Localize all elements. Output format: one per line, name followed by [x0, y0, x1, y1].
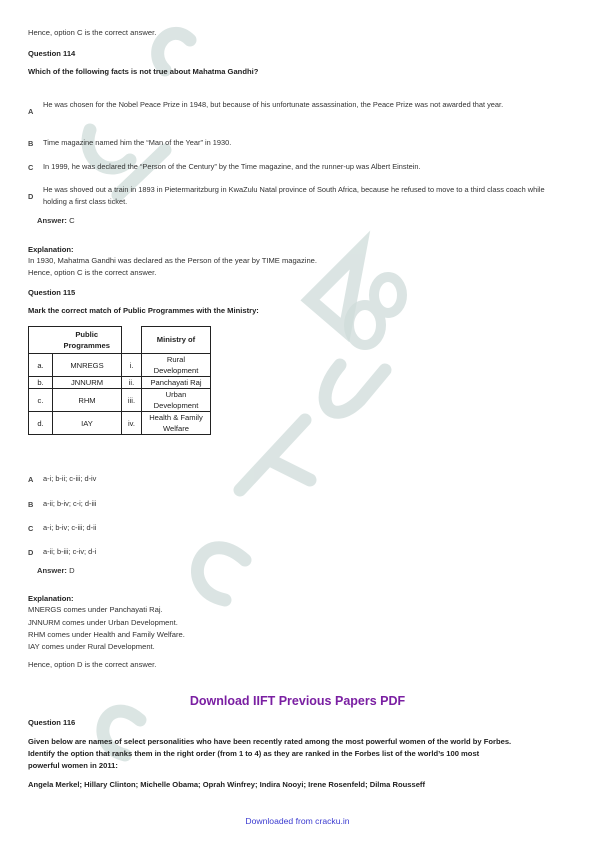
q114-explanation-line-2: Hence, option C is the correct answer. [28, 268, 157, 277]
watermark-glyph-a [310, 250, 360, 330]
q114-option-c-letter: C [28, 163, 34, 172]
q116-question-line-3: powerful women in 2011: [28, 761, 118, 770]
q114-option-b-letter: B [28, 139, 34, 148]
q114-option-a-letter: A [28, 107, 34, 116]
question-114-text: Which of the following facts is not true about Mahatma Gandhi? [28, 67, 259, 76]
question-114-number: Question 114 [28, 49, 76, 58]
table-row: b. JNNURM ii. Panchayati Raj [29, 377, 211, 389]
question-116-number: Question 116 [28, 718, 76, 727]
q114-option-b-text: Time magazine named him the “Man of the Year” in 1930. [43, 138, 232, 147]
q114-option-a-text: He was chosen for the Nobel Peace Prize in 1948, but because of his unfortunate assassination, the Peace Prize was not awarded that year. [43, 100, 504, 109]
document-page: Hence, option C is the correct answer. Question 114 Which of the following facts is not true about Mahatma Gandhi? A He was chosen for the Nobel Peace Prize in 1948, but because of his unfortunate assassination, the Peace Prize was not awarded that year. B Time magazine named him the “Man of the Year” in 1930. C In 1999, he was declared the “Person of the Century” by the Time magazine, and the runner-up was Albert Einstein. D He was shoved out a train in 1893 in Pietermaritzburg in KwaZulu Natal province of South Africa, because he refused to move to a third class coach while holding a first class ticket. Answer: C Explanation: In 1930, Mahatma Gandhi was declared as the Person of the year by TIME magazine. Hence, option C is the correct answer. Question 115 Mark the correct match of Public Programmes with the Ministry: Public Programmes Ministry of a. MNREGS i. Rural Development b. JNNURM ii. Panchayati Raj c. RHM iii. Urban Development d. IAY iv. Health & Family Welfare A a-i; b-ii; c-iii; d-iv B a-ii; b-iv; c-i; d-iii C a-i; b-iv; c-iii; d-ii D a-ii; b-iii; c-iv; d-i Answer: D Explanation: MNERGS comes under Panchayati Raj. JNNURM comes under Urban Development. RHM comes under Health and Family Welfare. IAY comes under Rural Development. Hence, option D is the correct answer. Download IIFT Previous Papers PDF Question 116 Given below are names of select personalities who have been recently rated among the most powerful women of the world by Forbes. Identify the option that ranks them in the right order (from 1 to 4) as they are ranked in the Forbes list of the world’s 100 most powerful women in 2011: Angela Merkel; Hillary Clinton; Michelle Obama; Oprah Winfrey; Indira Nooyi; Irene Rosenfeld; Dilma Rousseff Downloaded from cracku.in [0, 0, 595, 842]
q114-answer [37, 216, 75, 225]
q115-hence-line: Hence, option D is the correct answer. [28, 660, 157, 669]
q116-question-line-1: Given below are names of select personalities who have been recently rated among the most powerful women of the world by Forbes. [28, 737, 512, 746]
footer-link[interactable]: Downloaded from cracku.in [245, 816, 350, 826]
question-115-number: Question 115 [28, 288, 76, 297]
header-ministry-of: Ministry of [142, 327, 211, 354]
table-row: d. IAY iv. Health & Family Welfare [29, 412, 211, 435]
q114-answer-value: C [69, 216, 75, 225]
programme-ministry-table [28, 326, 211, 435]
q114-answer-label: Answer: [37, 216, 67, 225]
download-papers-link[interactable]: Download IIFT Previous Papers PDF [189, 694, 406, 708]
watermark-glyph-o2 [374, 277, 402, 313]
q115-explanation-line-3: RHM comes under Health and Family Welfare. [28, 630, 185, 639]
table-row: a. MNREGS i. Rural Development [29, 354, 211, 377]
q114-option-c-text: In 1999, he was declared the “Person of the Century” by the Time magazine, and the runner-up was Albert Einstein. [43, 162, 421, 171]
q114-option-d-letter: D [28, 192, 34, 201]
header-public-programmes: Public Programmes [53, 327, 122, 354]
table-header-row [29, 327, 211, 354]
q115-explanation-line-2: JNNURM comes under Urban Development. [28, 618, 178, 627]
q113-hence-line: Hence, option C is the correct answer. [28, 28, 157, 37]
watermark-glyph-c1 [158, 33, 190, 70]
table-row: c. RHM iii. Urban Development [29, 389, 211, 412]
q116-question-line-2: Identify the option that ranks them in the right order (from 1 to 4) as they are ranked in the Forbes list of the world’s 100 most [28, 749, 480, 758]
watermark-glyph-o1 [349, 305, 381, 345]
question-115-text: Mark the correct match of Public Programmes with the Ministry: [28, 306, 259, 315]
q115-explanation-line-4: IAY comes under Rural Development. [28, 642, 155, 651]
q116-names: Angela Merkel; Hillary Clinton; Michelle Obama; Oprah Winfrey; Indira Nooyi; Irene Rosenfeld; Dilma Rousseff [28, 780, 425, 789]
q115-explanation-line-1: MNERGS comes under Panchayati Raj. [28, 605, 163, 614]
q115-answer: Answer: D [37, 566, 75, 575]
q115-explanation-label: Explanation: [28, 594, 74, 603]
watermark-glyph-u [325, 365, 385, 412]
q114-option-d-text: He was shoved out a train in 1893 in Pietermaritzburg in KwaZulu Natal province of South Africa, because he refused to move to a third class coach while holding a first class ticket. [43, 185, 545, 206]
q114-explanation-label: Explanation: [28, 245, 74, 254]
q114-explanation-line-1: In 1930, Mahatma Gandhi was declared as the Person of the year by TIME magazine. [28, 256, 318, 265]
